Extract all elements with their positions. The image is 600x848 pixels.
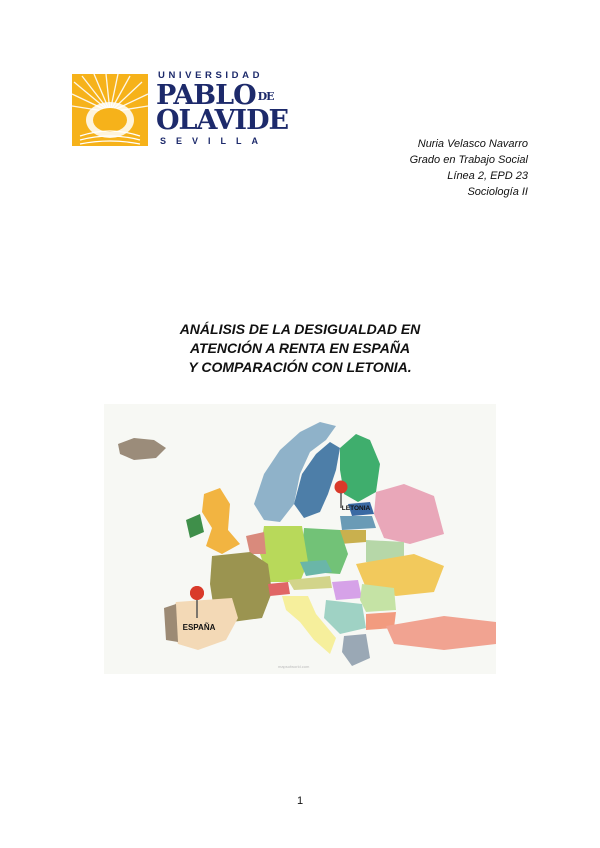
title-line-3: Y COMPARACIÓN CON LETONIA. — [188, 359, 412, 375]
europe-map — [104, 404, 496, 674]
switzerland-region — [268, 582, 290, 596]
title-line-1: ANÁLISIS DE LA DESIGUALDAD EN — [179, 321, 421, 337]
map-credit: mapsofworld.com — [278, 664, 310, 669]
author-block — [410, 136, 528, 200]
document-title — [0, 320, 600, 377]
hungary-region — [332, 580, 362, 600]
logo-olavide: OLAVIDE — [156, 105, 289, 136]
logo-university: UNIVERSIDAD — [158, 70, 264, 81]
author-degree: Grado en Trabajo Social — [409, 154, 528, 166]
university-logo — [72, 70, 289, 148]
spain-marker-label: ESPAÑA — [182, 623, 216, 632]
author-subject: Sociología II — [467, 186, 528, 198]
page-number: 1 — [296, 795, 304, 807]
logo-pablo: PABLO — [156, 80, 256, 111]
author-group: Línea 2, EPD 23 — [447, 170, 528, 182]
author-name: Nuria Velasco Navarro — [417, 138, 528, 150]
sun-emblem-icon — [72, 74, 148, 146]
romania-region — [360, 584, 396, 612]
latvia-region — [340, 516, 376, 530]
latvia-marker-label: LETONIA — [341, 505, 371, 512]
title-line-2: ATENCIÓN A RENTA EN ESPAÑA — [189, 340, 411, 356]
logo-city: SEVILLA — [160, 136, 269, 146]
pin-head — [190, 586, 204, 600]
map-pin-icon — [335, 481, 348, 494]
logo-de: DE — [257, 90, 274, 103]
portugal-region — [164, 604, 178, 642]
logo-wordmark — [156, 70, 289, 148]
